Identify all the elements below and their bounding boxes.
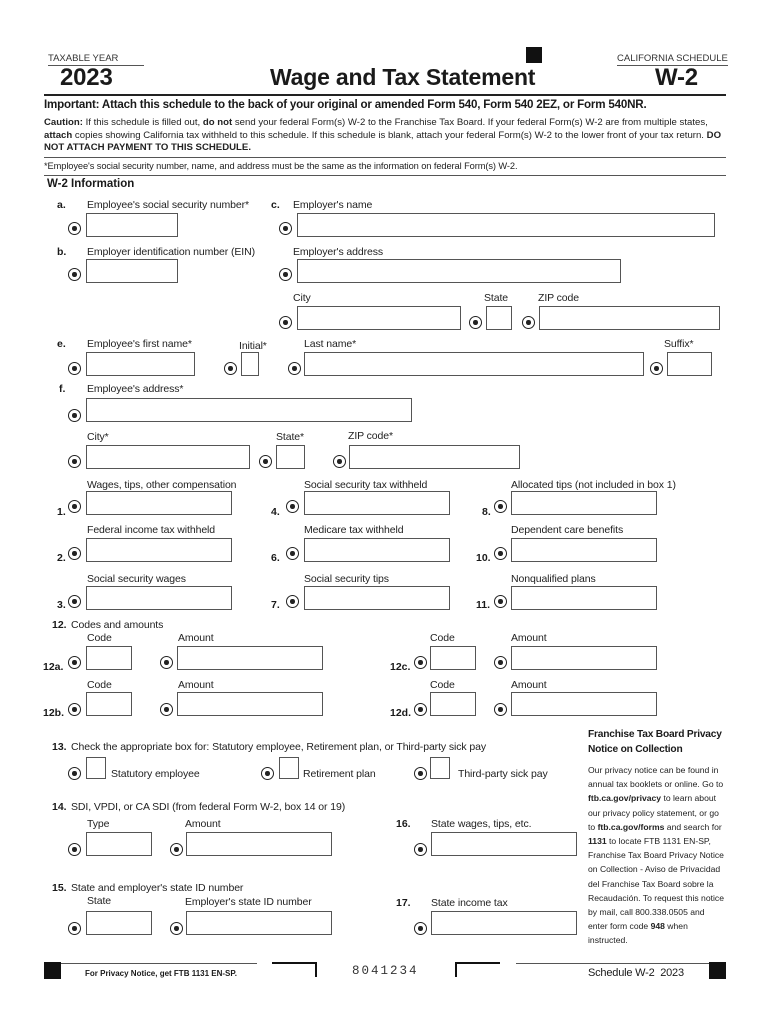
footnote: *Employee's social security number, name, and address must be the same as the information on federal Form(s) W-2. (44, 161, 518, 171)
last-name-label: Last name* (304, 338, 357, 350)
box2-number: 2. (57, 552, 66, 564)
code-12b-input[interactable] (86, 692, 132, 716)
code-12a-label: Code (87, 632, 112, 644)
first-name-bullet-icon (68, 362, 81, 375)
important-notice: Important: Attach this schedule to the back of your original or amended Form 540, Form 540 2EZ, or Form 540NR. (44, 98, 647, 111)
box11-label: Nonqualified plans (511, 573, 596, 585)
box7-bullet-icon (286, 595, 299, 608)
third-party-sick-pay-checkbox[interactable] (430, 757, 450, 779)
nonqualified-plans-input[interactable] (511, 586, 657, 610)
footer-corner-mark-left (44, 962, 61, 979)
ss-tips-input[interactable] (304, 586, 450, 610)
allocated-tips-input[interactable] (511, 491, 657, 515)
footer-corner-mark-right (709, 962, 726, 979)
employee-city-input[interactable] (86, 445, 250, 469)
amount-12b-input[interactable] (177, 692, 323, 716)
state-code-bullet-icon (68, 922, 81, 935)
code-12d-label: Code (430, 679, 455, 691)
line-f-letter: f. (59, 383, 66, 395)
employer-state-bullet-icon (469, 316, 482, 329)
employer-zip-bullet-icon (522, 316, 535, 329)
employer-address-label: Employer's address (293, 246, 384, 258)
form-title: Wage and Tax Statement (270, 64, 536, 90)
wages-input[interactable] (86, 491, 232, 515)
line12a-number: 12a. (43, 661, 64, 673)
line13-text: Check the appropriate box for: Statutory employee, Retirement plan, or Third-party sick pay (71, 741, 486, 753)
employer-city-bullet-icon (279, 316, 292, 329)
footer-rule-left (61, 963, 257, 964)
employee-zip-input[interactable] (349, 445, 520, 469)
line12-heading: Codes and amounts (71, 619, 164, 631)
code-12d-input[interactable] (430, 692, 476, 716)
employee-city-label: City* (87, 431, 109, 443)
line17-number: 17. (396, 897, 411, 909)
line-b-letter: b. (57, 246, 67, 258)
sdi-amount-bullet-icon (170, 843, 183, 856)
amount-12c-bullet-icon (494, 656, 507, 669)
retirement-plan-label: Retirement plan (303, 768, 376, 780)
tax-year: 2023 (60, 64, 113, 91)
code-12a-bullet-icon (68, 656, 81, 669)
employer-state-input[interactable] (486, 306, 512, 330)
sdi-type-bullet-icon (68, 843, 81, 856)
caution-lead: Caution: (44, 117, 83, 128)
amount-12b-bullet-icon (160, 703, 173, 716)
retirement-plan-checkbox[interactable] (279, 757, 299, 779)
footer-schedule-year: Schedule W-2 2023 (588, 967, 684, 979)
statutory-employee-label: Statutory employee (111, 768, 200, 780)
box8-number: 8. (482, 506, 491, 518)
barcode-bracket-right (455, 962, 500, 977)
third-party-bullet-icon (414, 767, 427, 780)
line-e-letter: e. (57, 338, 66, 350)
box1-label: Wages, tips, other compensation (87, 479, 237, 491)
amount-12d-label: Amount (511, 679, 547, 691)
initial-input[interactable] (241, 352, 259, 376)
amount-12b-label: Amount (178, 679, 214, 691)
footer-privacy-note: For Privacy Notice, get FTB 1131 EN-SP. (85, 969, 237, 978)
employee-address-input[interactable] (86, 398, 412, 422)
footer-rule-right (516, 963, 709, 964)
sdi-type-label: Type (87, 818, 110, 830)
code-12d-bullet-icon (414, 703, 427, 716)
sdi-amount-label: Amount (185, 818, 221, 830)
amount-12a-input[interactable] (177, 646, 323, 670)
employer-city-label: City (293, 292, 311, 304)
caution-rule (44, 157, 726, 158)
taxable-year-label: TAXABLE YEAR (48, 53, 144, 66)
amount-12d-bullet-icon (494, 703, 507, 716)
code-12b-bullet-icon (68, 703, 81, 716)
amount-12d-input[interactable] (511, 692, 657, 716)
line13-number: 13. (52, 741, 67, 753)
employee-address-bullet-icon (68, 409, 81, 422)
line-c-letter: c. (271, 199, 280, 211)
box8-label: Allocated tips (not included in box 1) (511, 479, 676, 491)
state-code-input[interactable] (86, 911, 152, 935)
state-id-bullet-icon (170, 922, 183, 935)
employee-zip-bullet-icon (333, 455, 346, 468)
employee-state-bullet-icon (259, 455, 272, 468)
employer-name-label: Employer's name (293, 199, 373, 211)
line16-label: State wages, tips, etc. (431, 818, 532, 830)
privacy-title-line2: Notice on Collection (588, 744, 683, 755)
box6-bullet-icon (286, 547, 299, 560)
federal-tax-input[interactable] (86, 538, 232, 562)
state-code-label: State (87, 895, 112, 907)
line-a-letter: a. (57, 199, 66, 211)
employer-zip-input[interactable] (539, 306, 720, 330)
privacy-link[interactable]: ftb.ca.gov/privacy (588, 793, 662, 804)
box2-bullet-icon (68, 547, 81, 560)
box8-bullet-icon (494, 500, 507, 513)
state-income-tax-input[interactable] (431, 911, 577, 935)
privacy-notice (588, 727, 726, 948)
line17-bullet-icon (414, 922, 427, 935)
initial-label: Initial* (239, 340, 267, 352)
code-12c-bullet-icon (414, 656, 427, 669)
amount-12c-label: Amount (511, 632, 547, 644)
first-name-label: Employee's first name* (87, 338, 192, 350)
box10-number: 10. (476, 552, 491, 564)
retirement-bullet-icon (261, 767, 274, 780)
caution-notice: Caution: If this schedule is filled out, do not send your federal Form(s) W-2 to the Franchise Tax Board. If your federal Form(s) W-2 are from multiple states, attach copies showing California tax withheld to this schedule. If this schedule is blank, attach your federal Form(s) W-2 to the lower front of your tax return. DO NOT ATTACH PAYMENT TO THIS SCHEDULE. (44, 117, 722, 153)
schedule-label: CALIFORNIA SCHEDULE (617, 53, 728, 64)
box7-label: Social security tips (304, 573, 389, 585)
line14-number: 14. (52, 801, 67, 813)
header-rule (44, 94, 726, 96)
box11-number: 11. (476, 599, 491, 611)
code-12b-label: Code (87, 679, 112, 691)
box6-number: 6. (271, 552, 280, 564)
line16-number: 16. (396, 818, 411, 830)
suffix-bullet-icon (650, 362, 663, 375)
code-12c-input[interactable] (430, 646, 476, 670)
employer-zip-label: ZIP code (538, 292, 580, 304)
ss-tax-input[interactable] (304, 491, 450, 515)
employee-address-label: Employee's address* (87, 383, 184, 395)
box3-label: Social security wages (87, 573, 186, 585)
state-id-label: Employer's state ID number (185, 896, 312, 908)
amount-12a-label: Amount (178, 632, 214, 644)
suffix-label: Suffix* (664, 338, 694, 350)
box10-label: Dependent care benefits (511, 524, 624, 536)
barcode-bracket-left (272, 962, 317, 977)
statutory-employee-checkbox[interactable] (86, 757, 106, 779)
privacy-title-line1: Franchise Tax Board Privacy (588, 729, 722, 740)
forms-link[interactable]: ftb.ca.gov/forms (597, 821, 665, 832)
medicare-tax-input[interactable] (304, 538, 450, 562)
box4-label: Social security tax withheld (304, 479, 428, 491)
last-name-input[interactable] (304, 352, 644, 376)
employer-name-input[interactable] (297, 213, 715, 237)
employer-city-input[interactable] (297, 306, 461, 330)
ssn-input[interactable] (86, 213, 178, 237)
line15-text: State and employer's state ID number (71, 882, 244, 894)
box4-bullet-icon (286, 500, 299, 513)
ein-bullet-icon (68, 268, 81, 281)
line15-number: 15. (52, 882, 67, 894)
form-id: W-2 (655, 64, 698, 91)
line12c-number: 12c. (390, 661, 411, 673)
line17-label: State income tax (431, 897, 508, 909)
line12b-number: 12b. (43, 707, 65, 719)
ssn-label: Employee's social security number* (87, 199, 250, 211)
employee-state-input[interactable] (276, 445, 305, 469)
sdi-amount-input[interactable] (186, 832, 332, 856)
box4-number: 4. (271, 506, 280, 518)
line14-text: SDI, VPDI, or CA SDI (from federal Form W-2, box 14 or 19) (71, 801, 346, 813)
ssn-bullet-icon (68, 222, 81, 235)
amount-12c-input[interactable] (511, 646, 657, 670)
box2-label: Federal income tax withheld (87, 524, 216, 536)
box3-number: 3. (57, 599, 66, 611)
employer-name-bullet-icon (279, 222, 292, 235)
ein-label: Employer identification number (EIN) (87, 246, 255, 258)
statutory-bullet-icon (68, 767, 81, 780)
w2-info-heading: W-2 Information (47, 178, 135, 190)
box7-number: 7. (271, 599, 280, 611)
barcode-number: 8041234 (352, 964, 419, 978)
suffix-input[interactable] (667, 352, 712, 376)
box3-bullet-icon (68, 595, 81, 608)
box1-number: 1. (57, 506, 66, 518)
code-12a-input[interactable] (86, 646, 132, 670)
employee-state-label: State* (276, 431, 305, 443)
sdi-type-input[interactable] (86, 832, 152, 856)
employer-address-bullet-icon (279, 268, 292, 281)
code-12c-label: Code (430, 632, 455, 644)
footnote-rule (44, 175, 726, 176)
line12-number: 12. (52, 619, 67, 631)
employee-zip-label: ZIP code* (348, 430, 394, 442)
line12d-number: 12d. (390, 707, 412, 719)
amount-12a-bullet-icon (160, 656, 173, 669)
privacy-body: Our privacy notice can be found in annual tax booklets or online. Go to ftb.ca.gov/privacy to learn about our privacy policy statement, or go to ftb.ca.gov/forms and search for 1131 to locate FTB 1131 EN-SP, Franchise Tax Board Privacy Notice on Collection - Aviso de Privacidad del Franchise Tax Board sobre la Recaudación. To request this notice by mail, call 800.338.0505 and enter form code 948 when instructed. (588, 765, 724, 946)
initial-bullet-icon (224, 362, 237, 375)
employer-address-input[interactable] (297, 259, 621, 283)
state-wages-input[interactable] (431, 832, 577, 856)
employee-city-bullet-icon (68, 455, 81, 468)
first-name-input[interactable] (86, 352, 195, 376)
registration-mark (526, 47, 542, 63)
ss-wages-input[interactable] (86, 586, 232, 610)
box6-label: Medicare tax withheld (304, 524, 404, 536)
line16-bullet-icon (414, 843, 427, 856)
box10-bullet-icon (494, 547, 507, 560)
dependent-care-input[interactable] (511, 538, 657, 562)
state-id-input[interactable] (186, 911, 332, 935)
last-name-bullet-icon (288, 362, 301, 375)
employer-state-label: State (484, 292, 509, 304)
third-party-sick-pay-label: Third-party sick pay (458, 768, 548, 780)
ein-input[interactable] (86, 259, 178, 283)
box11-bullet-icon (494, 595, 507, 608)
box1-bullet-icon (68, 500, 81, 513)
